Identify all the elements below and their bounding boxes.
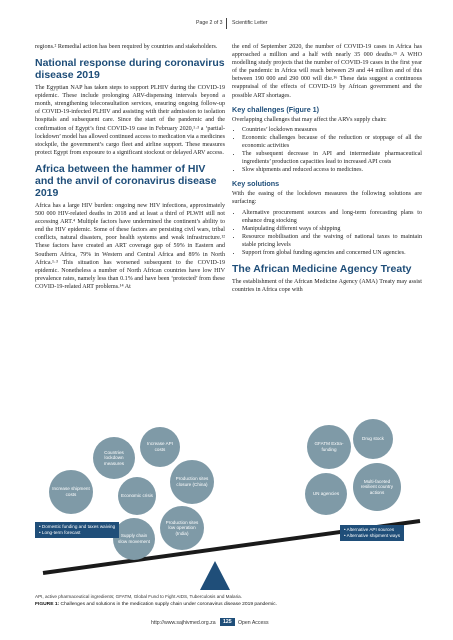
page-number-badge: 125 [220,618,235,626]
list-item: • Slow shipments and reduced access to medicines. [242,166,422,174]
left-solutions-box: • Domestic funding and taxes waiving • Long-term forecast [35,522,119,538]
bubble-production-closure-china: Production sites closure (China) [170,460,214,504]
list-item: • Alternative procurement sources and long-term forecasting plans to enhance drug stocking [242,209,422,225]
section-heading: National response during coronavirus disease 2019 [35,57,225,82]
list-item: • Economic challenges because of the reduction or stoppage of all the economic activities [242,134,422,150]
solutions-list [232,209,422,258]
paragraph: With the easing of the lockdown measures the following solutions are surfacing: [232,191,422,206]
seesaw-fulcrum [200,561,230,590]
paragraph: The Egyptian NAP has taken steps to support PLHIV during the COVID-19 epidemic. These include prolonging ARV-dispensing intervals beyond a month, strengthening teleconsultation services, ensuring ongoing follow-up of COVID-19-infected PLHIV and assisting with their admission to isolation hospitals and subsequent care. Since the start of the pandemic and the confirmation of Egypt’s first COVID-19 case in February 2020,¹·³ a ‘partial-lockdown’ model has allowed continued access to medication via a medicines stockpile, the government’s cargo fleet and airline support. These measures protect Egypt from exposure to a significant stockout or delayed ARV access. [35,85,225,156]
paragraph: regions.² Remedial action has been required by countries and stakeholders. [35,44,218,50]
list-item: • Countries’ lockdown measures [242,126,422,134]
figure-caption [35,602,425,607]
open-access-label: Open Access [238,620,269,626]
article-type-label: Scientific Letter [232,20,268,26]
bubble-country-actions: Multi-faceted resilient country actions [353,463,401,511]
page-number-label: Page 2 of 3 [196,20,223,26]
paragraph: Africa has a large HIV burden: ongoing new HIV infections, approximately 500 000 HIV-related deaths in 2018 and at least a third of PLWH still not accessing ART.⁴ Multiple factors have undermined the continent’s ability to end the HIV epidemic. Some of these factors are persisting civil wars, tribal conflicts, natural disasters, poor health systems and weak infrastructure.¹² These factors have created an ART coverage gap of 59% in Eastern and Southern Africa, 79% in Western and Central Africa and 89% in North Africa.¹·³ This situation has worsened subsequent to the COVID-19 epidemic. Nonetheless a number of North African countries have low HIV prevalence rates, namely less than 0.1% and have been ‘protected’ from these COVID-19-related ART problems.¹⁴ At [35,202,225,290]
figure-1-diagram [35,415,425,595]
bubble-production-low-india: Production sites low operation (India) [160,506,204,550]
left-column [35,43,225,293]
subsection-heading: Key solutions [232,179,280,189]
page-header [0,20,453,34]
figure-abbreviations: API, active pharmaceutical ingredients; GFATM, Global Fund to Fight AIDS, Tuberculosis and Malaria. [35,594,242,599]
bubble-countries-lockdown: Countries lockdown measures [93,437,135,479]
bubble-un-agencies: UN agencies [305,473,347,515]
challenges-list [232,126,422,175]
bubble-drug-stock: Drug stock [353,419,393,459]
list-item: • Support from global funding agencies and concerned UN agencies. [242,249,422,257]
list-item: • Resource mobilisation and the waiving of national taxes to maintain stable pricing levels [242,233,422,249]
paragraph: The establishment of the African Medicine Agency (AMA) Treaty may assist countries in Africa cope with [232,279,422,294]
list-item: • Manipulating different ways of shipping [242,225,422,233]
subsection-heading: Key challenges (Figure 1) [232,104,320,114]
bubble-supply-chain-slow: Supply chain slow movement [113,518,155,560]
right-column [232,43,422,296]
paragraph: the end of September 2020, the number of COVID-19 cases in Africa has approached a million and a half with nearly 35 000 deaths.¹⁵ A WHO modelling study projects that the number of COVID-19 cases in the first year of the pandemic in Africa will reach between 29 and 44 million and of this between 190 000 and 290 000 will die.¹⁶ These data suggest a continuous reappraisal of the effects of COVID-19 by African government and the possible ART shortages. [232,44,422,99]
bubble-gfatm-extra-funding: GFATM Extra-funding [307,425,351,469]
header-separator [226,18,227,29]
bubble-increase-shipment-costs: Increase shipment costs [49,470,93,514]
figure-label: FIGURE 1: [35,602,60,607]
bubble-increase-api-costs: Increase API costs [140,427,180,467]
right-solutions-box: • Alternative API sources • Alternative shipment ways [340,525,404,541]
list-item: • The subsequent decrease in API and intermediate pharmaceutical ingredients’ production capacities lead to increased API costs [242,150,422,166]
section-heading: The African Medicine Agency Treaty [232,263,412,276]
bubble-economic-crisis: Economic crisis [118,477,156,515]
figure-title: Challenges and solutions in the medication supply chain under coronavirus disease 2019 pandemic. [59,602,277,607]
section-heading: Africa between the hammer of HIV and the anvil of coronavirus disease 2019 [35,162,217,199]
paragraph: Overlapping challenges that may affect the ARVs supply chain: [232,116,387,123]
journal-url-link[interactable]: http://www.sajhivmed.org.za [151,620,216,626]
